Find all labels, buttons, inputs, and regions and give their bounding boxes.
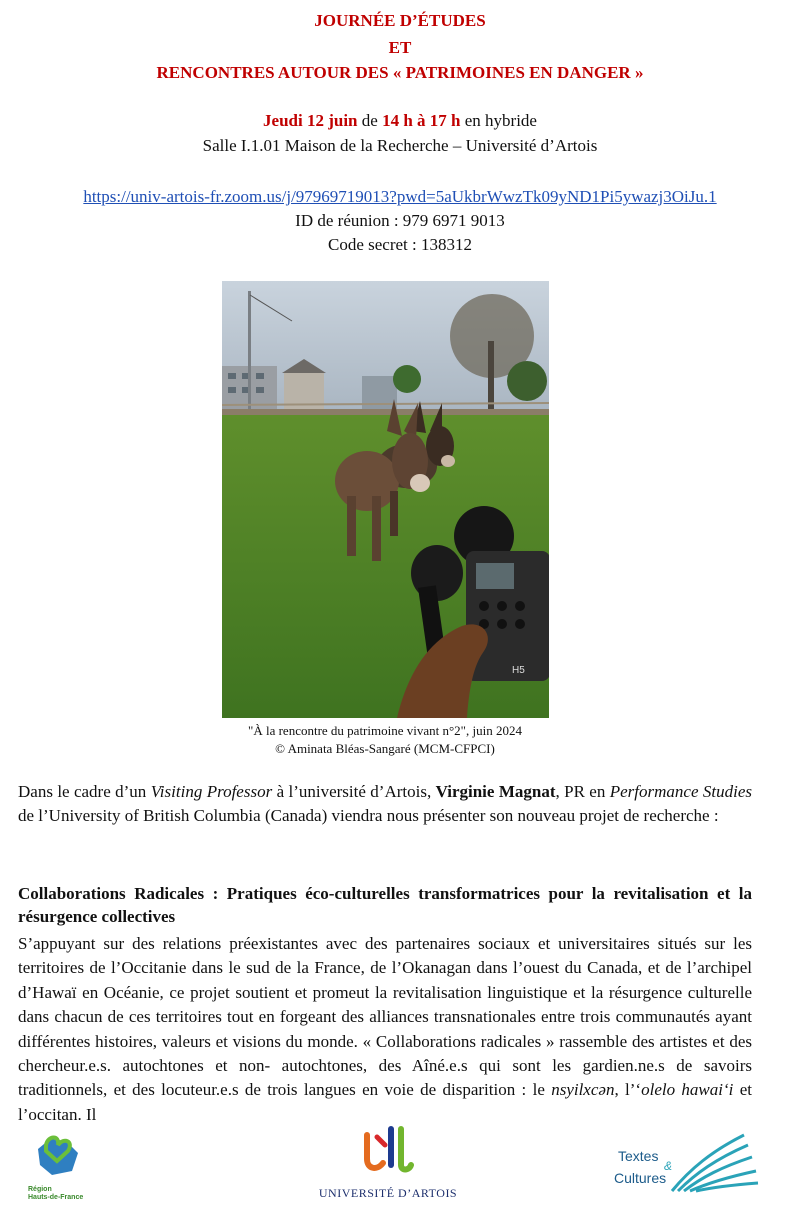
meeting-id: ID de réunion : 979 6971 9013 [295, 211, 505, 230]
event-datetime [0, 110, 800, 132]
event-time: 14 h à 17 h [382, 111, 461, 130]
passcode: Code secret : 138312 [328, 235, 472, 254]
event-room: Salle I.1.01 Maison de la Recherche – Université d’Artois [202, 136, 598, 155]
footer-logos [0, 1125, 800, 1205]
region-logo [28, 1131, 108, 1201]
univ-artois-emblem [353, 1125, 423, 1177]
photo-caption-credit: © Aminata Bléas-Sangaré (MCM-CFPCI) [275, 741, 495, 756]
univ-artois-label: UNIVERSITÉ D’ARTOIS [318, 1186, 458, 1200]
textes-cultures-book-icon [612, 1129, 762, 1199]
intro-text-3: , PR en [555, 782, 610, 801]
cultures-label: Cultures [614, 1170, 667, 1186]
zoom-link[interactable]: https://univ-artois-fr.zoom.us/j/97969719013?pwd=5aUkbrWwzTk09yND1Pi5ywazj3OiJu.1 [83, 187, 717, 206]
textes-label: Textes [618, 1148, 659, 1164]
intro-visiting: Visiting Professor [150, 782, 273, 801]
intro-text-2: à l’université d’Artois, [272, 782, 436, 801]
heading-et: ET [388, 38, 412, 57]
region-label-2: Hauts-de-France [28, 1194, 84, 1201]
donkey-photo [222, 281, 549, 718]
project-title-text: Collaborations Radicales : Pratiques éco-culturelles transformatrices pour la revitalisation et la résurgence collectives [18, 884, 752, 926]
project-lang-1: nsyilxcən [551, 1080, 615, 1100]
univ-artois-logo [318, 1125, 458, 1205]
project-body-3: et l’occitan. Il [18, 1080, 752, 1124]
amp-label: & [664, 1159, 673, 1173]
event-mode: en hybride [460, 111, 537, 130]
intro-text-1: Dans le cadre d’un [18, 782, 151, 801]
project-body-1: S’appuyant sur des relations préexistantes avec des partenaires sociaux et universitaires situés sur les territoires de l’Occitanie dans le sud de la France, de l’Okanagan dans l’ouest du Canada, et de l’archipel d’Hawaï en Océanie, ce projet soutient et promeut la revitalisation linguistique et la résurgence culturelle dans chacun de ces territoires tout en forgeant des alliances transnationales entre trois communautés ayant différentes histoires, valeurs et visions du monde. « Collaborations radicales » rassemble des artistes et des chercheur.e.s. autochtones et non- autochtones, des Aîné.e.s qui sont les gardien.ne.s de savoirs traditionnels, et des locuteur.e.s de trois langues en voie de disparition : le [18, 934, 752, 1100]
event-date: Jeudi 12 juin [263, 111, 358, 130]
donkey-illustration [222, 281, 549, 718]
event-de: de [357, 111, 383, 130]
heading-rencontres: RENCONTRES AUTOUR DES « PATRIMOINES EN DANGER » [156, 63, 644, 82]
project-lang-2: olelo hawai‘i [641, 1080, 734, 1100]
intro-studies: Performance Studies [609, 782, 752, 801]
zoom-link-row [0, 186, 800, 208]
region-map-icon [28, 1131, 88, 1179]
project-body-2: , l’‘ [614, 1080, 642, 1100]
project-title [18, 882, 752, 928]
intro-paragraph [18, 780, 752, 828]
textes-cultures-logo [612, 1129, 762, 1199]
project-body [18, 932, 752, 1127]
intro-text-4: de l’University of British Columbia (Canada) viendra nous présenter son nouveau projet de recherche : [18, 806, 719, 825]
photo-caption-title: "À la rencontre du patrimoine vivant n°2", juin 2024 [248, 723, 522, 738]
region-label-1: Région [28, 1186, 52, 1193]
intro-name: Virginie Magnat [435, 782, 556, 801]
recorder-label: H5 [512, 665, 525, 676]
heading-journee: JOURNÉE D’ÉTUDES [314, 11, 486, 30]
